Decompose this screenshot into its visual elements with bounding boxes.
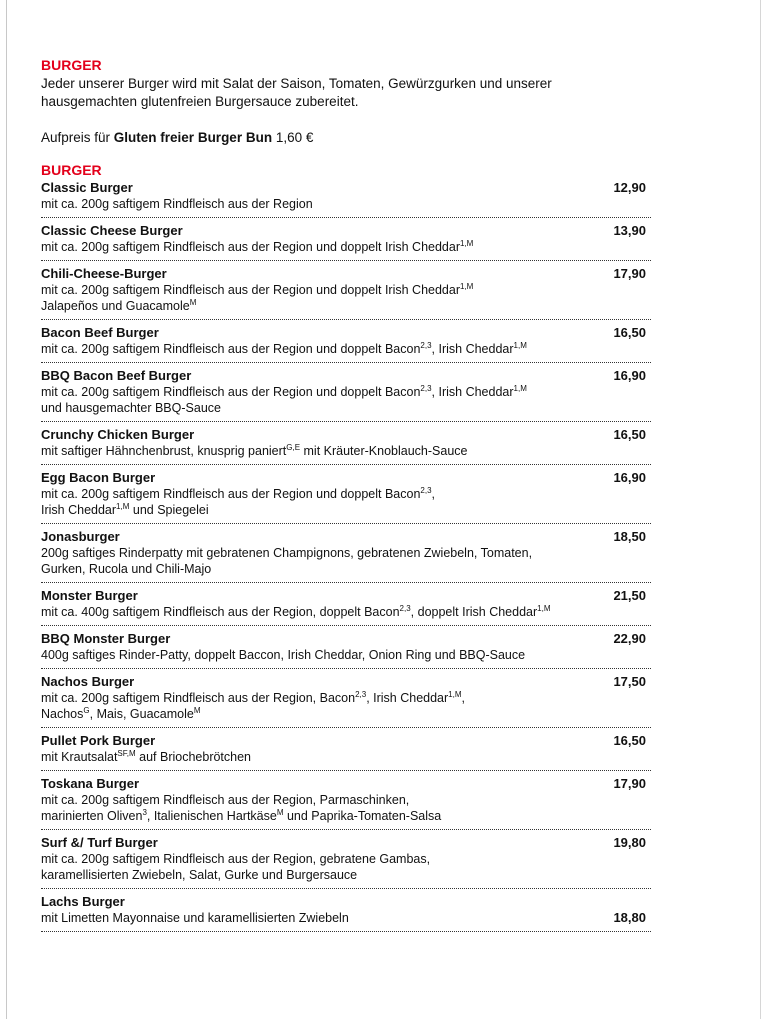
description-text: Nachos [41, 707, 84, 721]
item-description [41, 851, 651, 883]
item-price: 18,80 [613, 910, 646, 925]
item-description [41, 545, 651, 577]
item-name: Pullet Pork Burger [41, 733, 156, 748]
item-description [41, 486, 651, 518]
description-text: mit ca. 200g saftigem Rindfleisch aus der Region, gebratene Gambas, [41, 852, 431, 866]
menu-item [41, 587, 651, 626]
item-name: Monster Burger [41, 588, 138, 603]
item-name: Lachs Burger [41, 894, 125, 909]
item-name: Chili-Cheese-Burger [41, 266, 167, 281]
surcharge-prefix: Aufpreis für [41, 130, 111, 145]
item-description [41, 792, 651, 824]
allergen-code: M [189, 297, 197, 307]
menu-item [41, 775, 651, 830]
allergen-code: 2,3 [355, 689, 367, 699]
item-price: 12,90 [613, 180, 646, 195]
item-name: BBQ Bacon Beef Burger [41, 368, 192, 383]
allergen-code: SF,M [117, 748, 136, 758]
item-name: BBQ Monster Burger [41, 631, 171, 646]
description-text: marinierten Oliven [41, 809, 143, 823]
allergen-code: G [83, 705, 90, 715]
description-text: mit ca. 200g saftigem Rindfleisch aus der Region und doppelt Irish Cheddar [41, 283, 460, 297]
item-name: Classic Cheese Burger [41, 223, 183, 238]
allergen-code: 1,M [116, 501, 130, 511]
description-text: 400g saftiges Rinder-Patty, doppelt Baccon, Irish Cheddar, Onion Ring und BBQ-Sauce [41, 648, 526, 662]
item-price: 22,90 [613, 631, 646, 646]
menu-item [41, 834, 651, 889]
allergen-code: 1,M [460, 281, 474, 291]
page-border-left [6, 0, 7, 1019]
description-text: mit ca. 200g saftigem Rindfleisch aus der Region und doppelt Irish Cheddar [41, 240, 460, 254]
description-text: und Spiegelei [129, 503, 209, 517]
allergen-code: 2,3 [420, 383, 432, 393]
item-name: Toskana Burger [41, 776, 140, 791]
description-text: Gurken, Rucola und Chili-Majo [41, 562, 212, 576]
menu-item-list [41, 179, 651, 932]
description-text: karamellisierten Zwiebeln, Salat, Gurke und Burgersauce [41, 868, 358, 882]
description-text: , Irish Cheddar [431, 342, 514, 356]
description-text: mit ca. 200g saftigem Rindfleisch aus der Region, Parmaschinken, [41, 793, 410, 807]
item-name: Egg Bacon Burger [41, 470, 156, 485]
item-description [41, 282, 651, 314]
menu-page [41, 56, 651, 936]
intro-text: Jeder unserer Burger wird mit Salat der Saison, Tomaten, Gewürzgurken und unserer hausgemachten glutenfreien Burgersauce zubereitet. [41, 76, 552, 109]
menu-item [41, 732, 651, 771]
description-text: mit saftiger Hähnchenbrust, knusprig paniert [41, 444, 287, 458]
description-text: Irish Cheddar [41, 503, 117, 517]
item-description [41, 341, 651, 357]
item-description [41, 749, 651, 765]
page-border-right [760, 0, 761, 1019]
item-price: 16,50 [613, 733, 646, 748]
allergen-code: 2,3 [420, 485, 432, 495]
allergen-code: 2,3 [399, 603, 411, 613]
item-price: 17,90 [613, 776, 646, 791]
allergen-code: 1,M [513, 383, 527, 393]
item-name: Nachos Burger [41, 674, 135, 689]
item-description [41, 910, 651, 926]
allergen-code: 1,M [513, 340, 527, 350]
item-name: Classic Burger [41, 180, 133, 195]
item-description [41, 384, 651, 416]
menu-item [41, 673, 651, 728]
allergen-code: 2,3 [420, 340, 432, 350]
menu-item [41, 426, 651, 465]
item-description [41, 647, 651, 663]
item-price: 13,90 [613, 223, 646, 238]
menu-item [41, 893, 651, 932]
description-text: mit Limetten Mayonnaise und karamellisierten Zwiebeln [41, 911, 349, 925]
item-description [41, 443, 651, 459]
item-price: 17,50 [613, 674, 646, 689]
item-price: 18,50 [613, 529, 646, 544]
description-text: , Irish Cheddar [366, 691, 449, 705]
allergen-code: M [276, 807, 284, 817]
item-price: 17,90 [613, 266, 646, 281]
item-name: Surf &/ Turf Burger [41, 835, 158, 850]
item-description [41, 604, 651, 620]
description-text: , Italienischen Hartkäse [146, 809, 277, 823]
description-text: mit ca. 200g saftigem Rindfleisch aus der Region und doppelt Bacon [41, 342, 421, 356]
item-description [41, 690, 651, 722]
item-price: 16,50 [613, 325, 646, 340]
section-title: BURGER [41, 57, 102, 73]
description-text: auf Briochebrötchen [135, 750, 252, 764]
allergen-code: 3 [142, 807, 147, 817]
description-text: , [431, 487, 436, 501]
description-text: und Paprika-Tomaten-Salsa [283, 809, 442, 823]
description-text: mit ca. 400g saftigem Rindfleisch aus der Region, doppelt Bacon [41, 605, 400, 619]
description-text: mit Kräuter-Knoblauch-Sauce [300, 444, 468, 458]
allergen-code: 1,M [537, 603, 551, 613]
menu-item [41, 222, 651, 261]
item-description [41, 239, 651, 255]
item-description [41, 196, 651, 212]
item-name: Bacon Beef Burger [41, 325, 159, 340]
allergen-code: M [193, 705, 201, 715]
item-name: Jonasburger [41, 529, 120, 544]
allergen-code: 1,M [448, 689, 462, 699]
menu-item [41, 469, 651, 524]
description-text: , [461, 691, 465, 705]
menu-title: BURGER [41, 162, 102, 178]
menu-item [41, 324, 651, 363]
description-text: , doppelt Irish Cheddar [410, 605, 538, 619]
description-text: 200g saftiges Rinderpatty mit gebratenen Champignons, gebratenen Zwiebeln, Tomaten, [41, 546, 533, 560]
surcharge-line [41, 129, 651, 147]
item-price: 16,50 [613, 427, 646, 442]
menu-item [41, 528, 651, 583]
menu-item [41, 179, 651, 218]
item-price: 16,90 [613, 470, 646, 485]
surcharge-price: 1,60 € [275, 130, 314, 145]
allergen-code: G,E [286, 442, 301, 452]
description-text: mit Krautsalat [41, 750, 118, 764]
item-name: Crunchy Chicken Burger [41, 427, 195, 442]
allergen-code: 1,M [460, 238, 474, 248]
description-text: Jalapeños und Guacamole [41, 299, 190, 313]
description-text: mit ca. 200g saftigem Rindfleisch aus der Region, Bacon [41, 691, 356, 705]
description-text: mit ca. 200g saftigem Rindfleisch aus der Region und doppelt Bacon [41, 487, 421, 501]
description-text: mit ca. 200g saftigem Rindfleisch aus der Region [41, 197, 313, 211]
menu-item [41, 265, 651, 320]
item-price: 21,50 [613, 588, 646, 603]
description-text: , Mais, Guacamole [89, 707, 194, 721]
description-text: mit ca. 200g saftigem Rindfleisch aus der Region und doppelt Bacon [41, 385, 421, 399]
item-price: 19,80 [613, 835, 646, 850]
description-text: und hausgemachter BBQ-Sauce [41, 401, 221, 415]
menu-item [41, 630, 651, 669]
item-price: 16,90 [613, 368, 646, 383]
surcharge-item: Gluten freier Burger Bun [113, 130, 273, 145]
menu-item [41, 367, 651, 422]
description-text: , Irish Cheddar [431, 385, 514, 399]
